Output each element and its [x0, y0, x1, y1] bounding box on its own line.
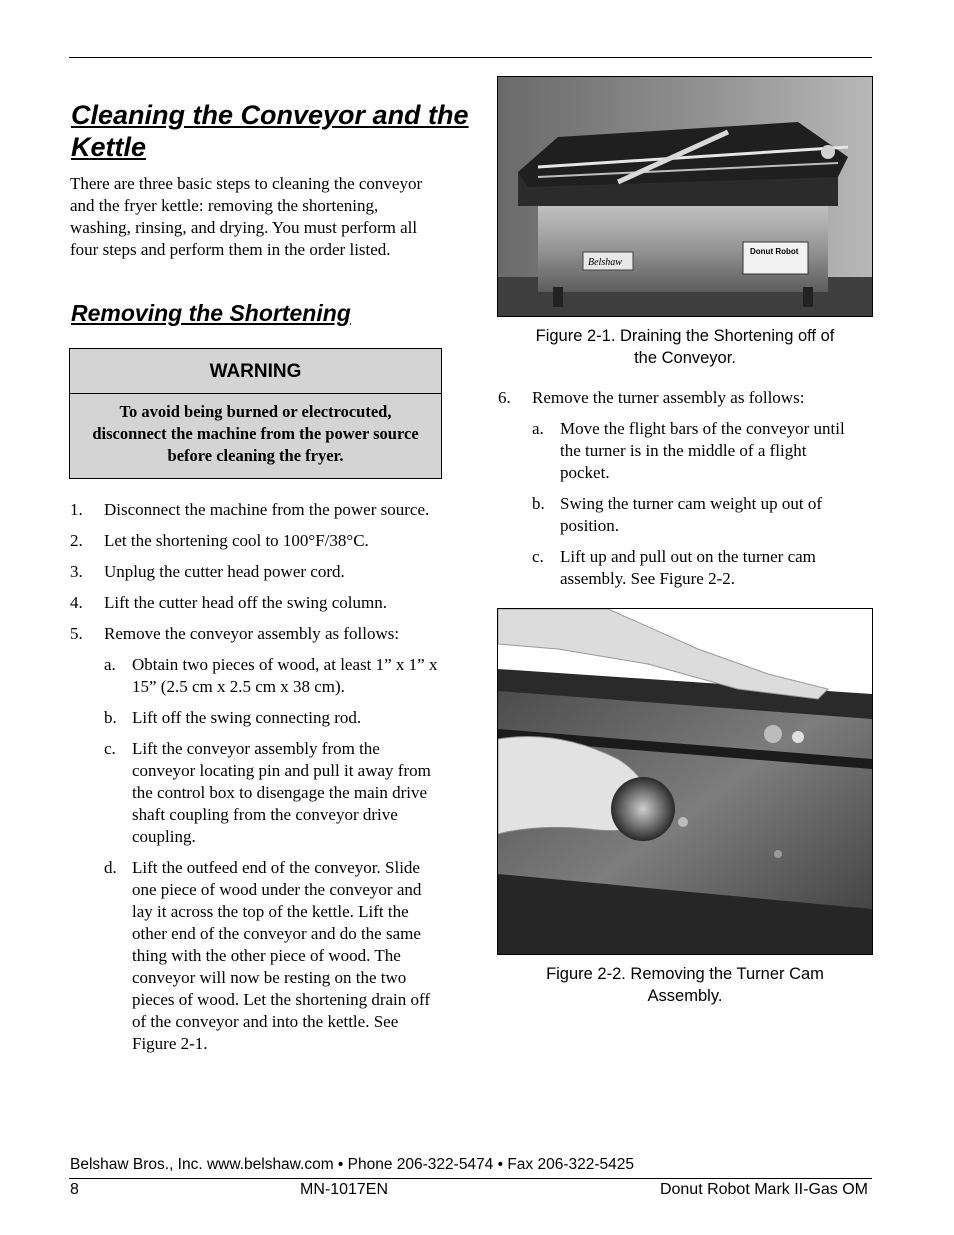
- step-number: 2.: [70, 531, 83, 550]
- intro-paragraph: There are three basic steps to cleaning the conveyor and the fryer kettle: removing the shortening, washing, rinsing, and drying. You must perform all four steps and perform them in the order listed.: [70, 174, 423, 259]
- section-heading: Cleaning the Conveyor and the Kettle: [71, 100, 469, 162]
- list-item: [104, 707, 444, 729]
- substep-letter: a.: [532, 419, 544, 438]
- warning-text: To avoid being burned or electrocuted, disconnect the machine from the power source before cleaning the fryer.: [92, 402, 419, 465]
- substep-letter: c.: [104, 739, 116, 758]
- caption-line: Assembly.: [647, 987, 723, 1005]
- figure-2-1-photo: [497, 76, 873, 317]
- bottom-rule: [69, 1178, 872, 1179]
- step-text: Remove the conveyor assembly as follows:: [104, 624, 400, 643]
- substep-text: Lift off the swing connecting rod.: [132, 708, 362, 727]
- caption-line: Figure 2-2. Removing the Turner Cam: [546, 965, 824, 983]
- list-item: [104, 857, 444, 1055]
- subsection-heading: Removing the Shortening: [71, 300, 351, 326]
- step-number: 3.: [70, 562, 83, 581]
- substep-letter: d.: [104, 858, 117, 877]
- caption-line: the Conveyor.: [634, 349, 736, 367]
- page-number: 8: [70, 1181, 79, 1198]
- top-rule: [69, 57, 872, 58]
- warning-title: WARNING: [70, 349, 441, 394]
- substep-letter: b.: [104, 708, 117, 727]
- substeps-5: [104, 654, 444, 1055]
- substep-letter: b.: [532, 494, 545, 513]
- step-text: Unplug the cutter head power cord.: [104, 562, 345, 581]
- substep-text: Swing the turner cam weight up out of position.: [560, 494, 823, 535]
- step-number: 5.: [70, 624, 83, 643]
- list-item: [532, 546, 852, 590]
- substep-letter: a.: [104, 655, 116, 674]
- substep-text: Move the flight bars of the conveyor until the turner is in the middle of a flight pocket.: [560, 419, 845, 482]
- substep-text: Lift the conveyor assembly from the conveyor locating pin and pull it away from the control box to disengage the main drive shaft coupling from the conveyor drive coupling.: [132, 739, 431, 846]
- figure-2-2-photo: [497, 608, 873, 955]
- substep-letter: c.: [532, 547, 544, 566]
- list-item: [104, 654, 444, 698]
- step-number: 6.: [498, 388, 511, 407]
- step-text: Let the shortening cool to 100°F/38°C.: [104, 531, 369, 550]
- list-item: [70, 561, 442, 583]
- list-item: [498, 387, 858, 409]
- list-item: [532, 418, 852, 484]
- figure-2-1-caption: [497, 325, 873, 369]
- substep-text: Lift up and pull out on the turner cam assembly. See Figure 2-2.: [560, 547, 816, 588]
- list-item: [70, 499, 442, 521]
- step-text: Disconnect the machine from the power source.: [104, 500, 430, 519]
- list-item: [104, 738, 444, 848]
- figure-2-2-caption: [497, 963, 873, 1007]
- document-title: Donut Robot Mark II-Gas OM: [659, 1181, 868, 1198]
- substep-text: Obtain two pieces of wood, at least 1” x 1” x 15” (2.5 cm x 2.5 cm x 38 cm).: [132, 655, 438, 696]
- step-text: Remove the turner assembly as follows:: [532, 388, 805, 407]
- warning-box: [69, 348, 442, 479]
- list-item: [70, 623, 442, 645]
- step-number: 4.: [70, 593, 83, 612]
- document-id: MN-1017EN: [300, 1181, 389, 1198]
- step-number: 1.: [70, 500, 83, 519]
- steps-list: [70, 499, 442, 1055]
- caption-line: Figure 2-1. Draining the Shortening off of: [535, 327, 835, 345]
- list-item: [70, 592, 442, 614]
- donut-robot-plate: Donut Robot: [750, 247, 799, 256]
- list-item: [532, 493, 852, 537]
- list-item: [70, 530, 442, 552]
- footer-contact: Belshaw Bros., Inc. www.belshaw.com • Phone 206-322-5474 • Fax 206-322-5425: [70, 1156, 635, 1173]
- steps-list-right: [498, 387, 858, 590]
- substep-text: Lift the outfeed end of the conveyor. Slide one piece of wood under the conveyor and lay it across the top of the kettle. Lift the other end of the conveyor and do the same thing with the other piece of wood. The conveyor will now be resting on the two pieces of wood. Let the shortening drain off of the conveyor and into the kettle. See Figure 2-1.: [132, 858, 431, 1053]
- step-text: Lift the cutter head off the swing column.: [104, 593, 387, 612]
- belshaw-badge: Belshaw: [588, 257, 622, 268]
- substeps-6: [532, 418, 852, 590]
